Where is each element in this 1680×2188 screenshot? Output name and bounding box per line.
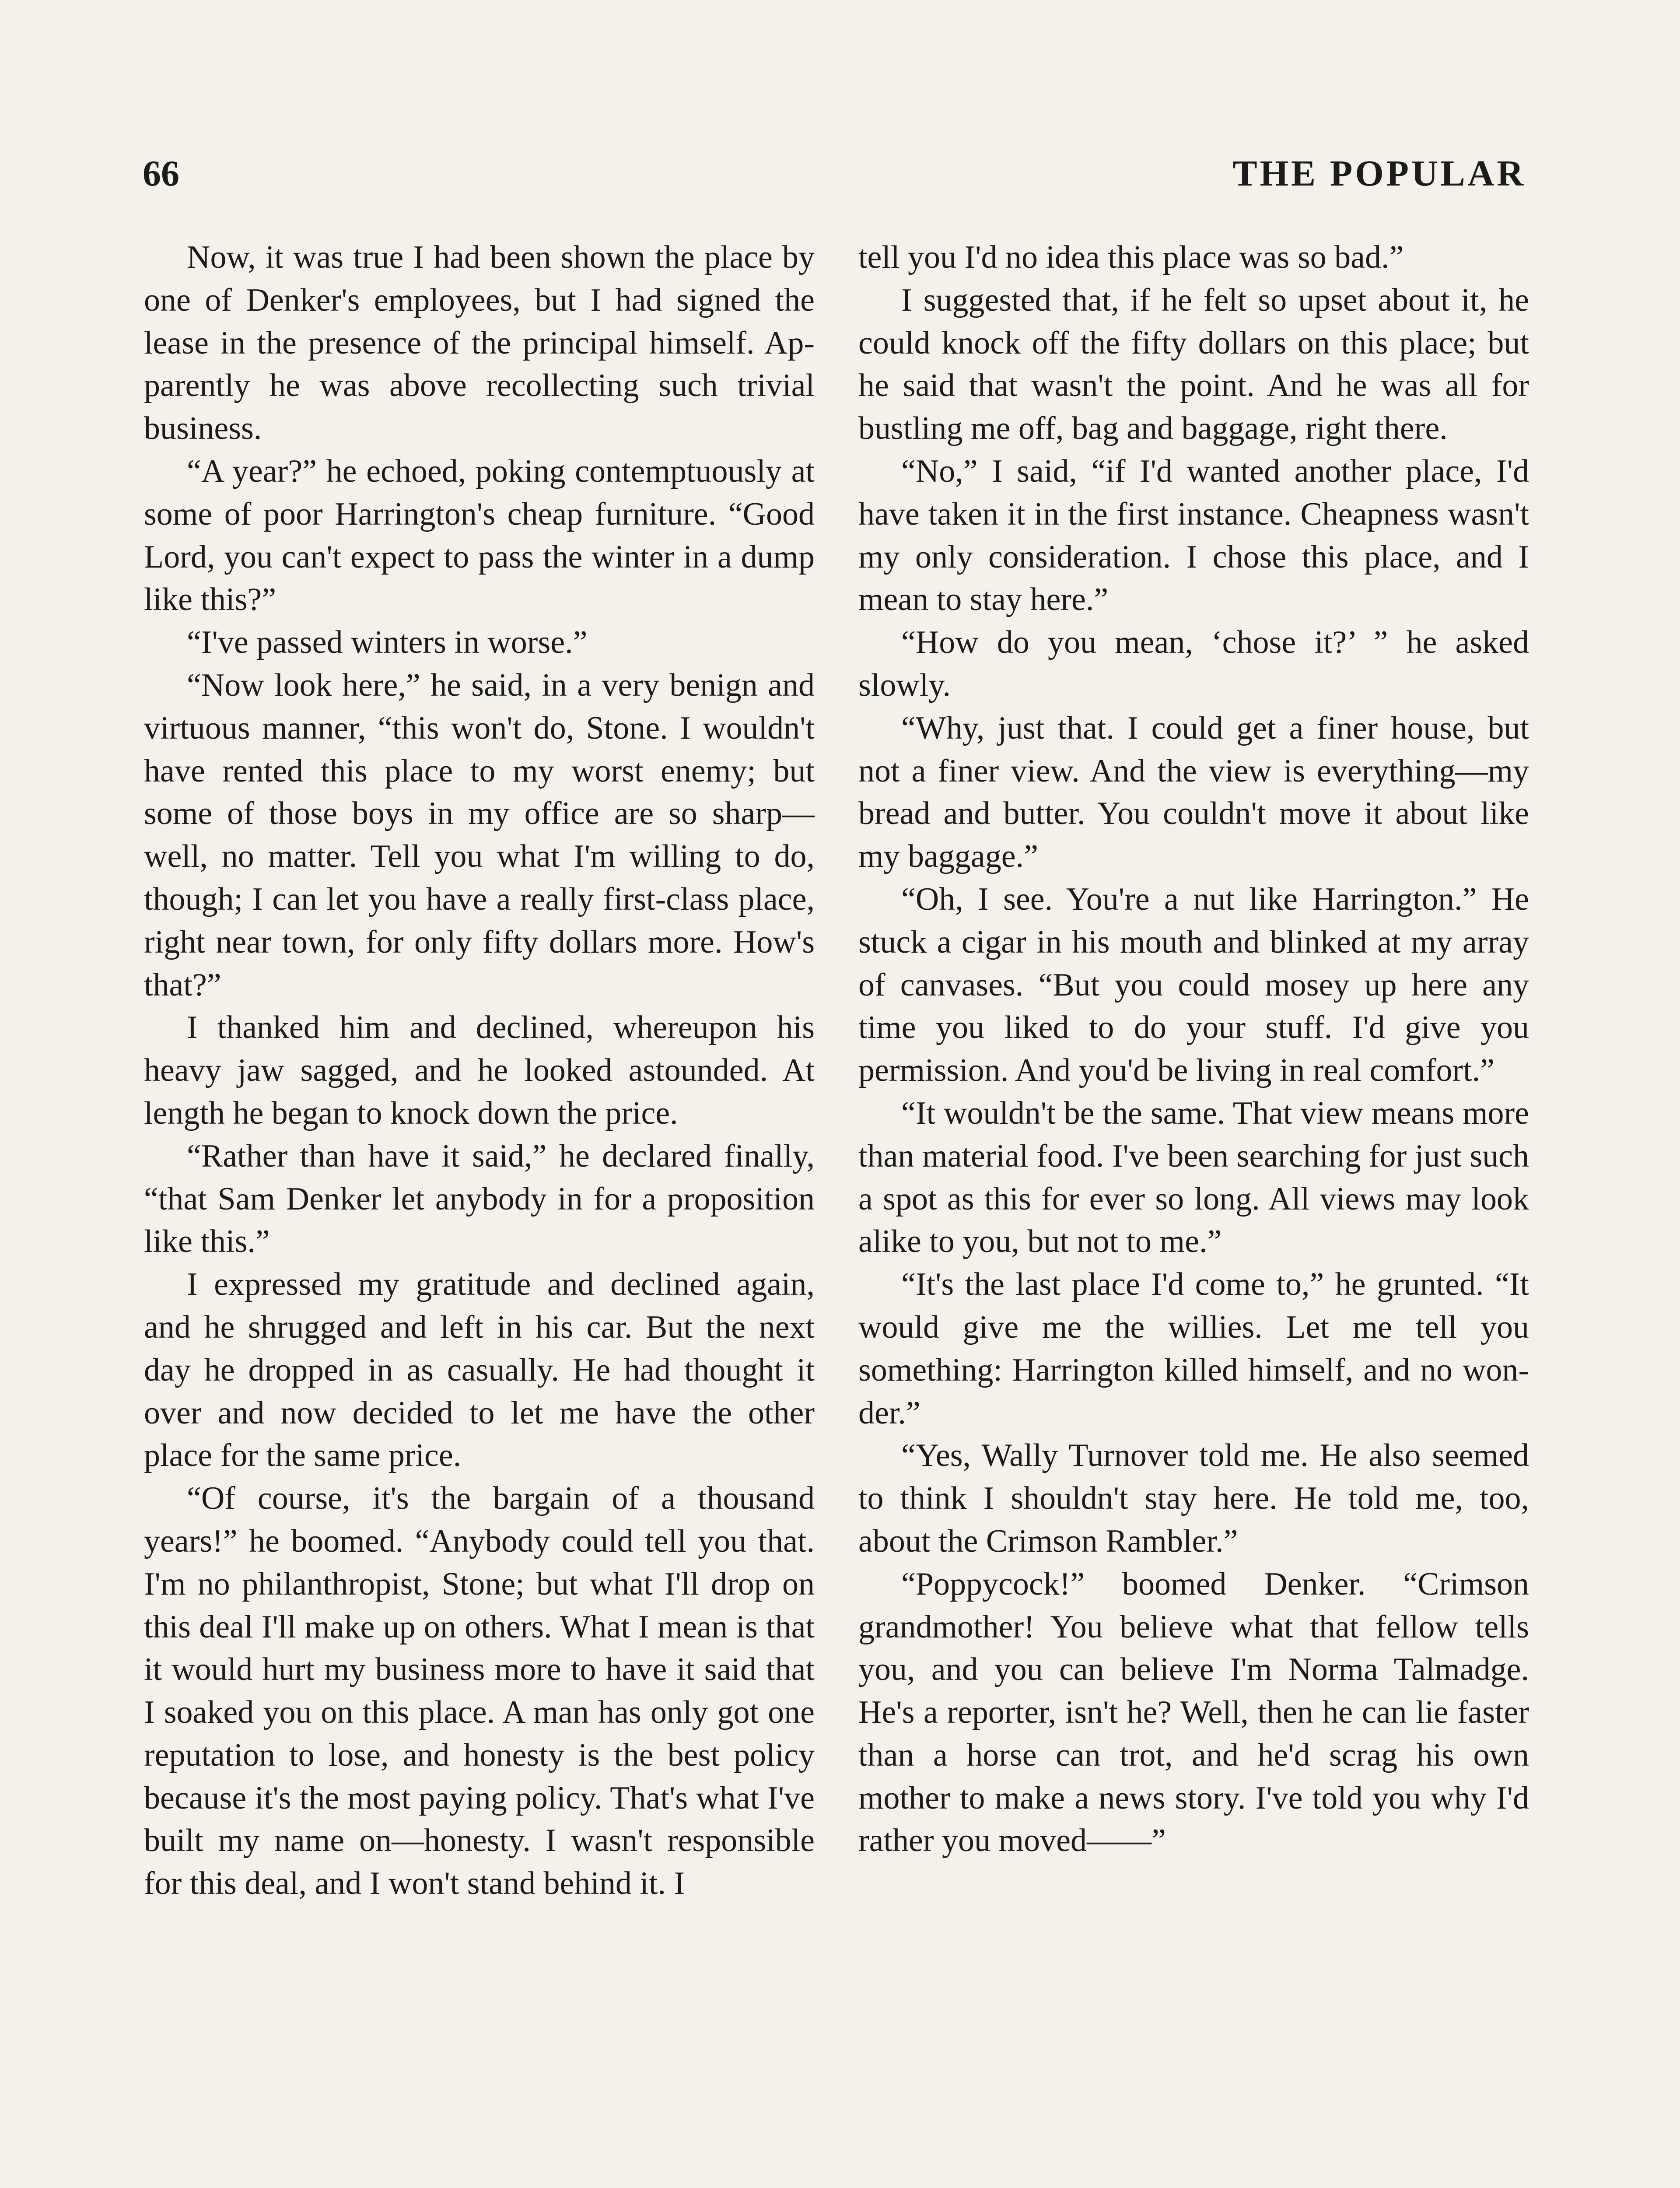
paragraph: “I've passed winters in worse.” — [187, 624, 588, 661]
paragraph: “Yes, Wally Turnover told me. He also seemed to think I shouldn't stay here. He told me, too, about the Crimson Rambler.” — [858, 1438, 1529, 1559]
paragraph: I expressed my gratitude and declined again, and he shrugged and left in his car. But the next day he dropped in as casually. He had thought it over and now decided to let me have the other place for the same price. — [144, 1266, 815, 1474]
running-head: THE POPULAR — [1232, 153, 1526, 194]
paragraph: “No,” I said, “if I'd wanted another place, I'd have taken it in the first instance. Cheapness wasn't my only consideration. I chose this place, and I mean to stay here.” — [858, 453, 1529, 618]
right-column — [858, 236, 1529, 1862]
paragraph: “Poppycock!” boomed Denker. “Crimson grandmother! You believe what that fellow tells you, and you can believe I'm Norma Talmadge. He's a reporter, isn't he? Well, then he can lie faster than a horse can trot, and he'd scrag his own mother to make a news story. I've told you why I'd rather you moved——” — [858, 1566, 1529, 1859]
paragraph: I suggested that, if he felt so upset about it, he could knock off the fifty dollars on this place; but he said that wasn't the point. And he was all for bustling me off, bag and baggage, right there. — [858, 282, 1529, 447]
paragraph: “How do you mean, ‘chose it?’ ” he asked slowly. — [858, 624, 1529, 703]
paragraph: “Why, just that. I could get a finer house, but not a finer view. And the view is everything—my bread and butter. You couldn't move it about like my baggage.” — [858, 710, 1529, 875]
paragraph: “A year?” he echoed, poking contemptuously at some of poor Harrington's cheap furniture. “Good Lord, you can't expect to pass the winter in a dump like this?” — [144, 453, 815, 618]
left-column — [144, 236, 815, 1905]
paragraph: “It's the last place I'd come to,” he grunted. “It would give me the willies. Let me tell you something: Harrington killed himself, and no wonder.” — [858, 1266, 1529, 1431]
paragraph: Now, it was true I had been shown the place by one of Denker's employees, but I had signed the lease in the presence of the principal himself. Apparently he was above recollecting such trivial business. — [144, 239, 815, 447]
paragraph: “Of course, it's the bargain of a thousand years!” he boomed. “Anybody could tell you that. I'm no philanthropist, Stone; but what I'll drop on this deal I'll make up on others. What I mean is that it would hurt my business more to have it said that I soaked you on this place. A man has only got one reputation to lose, and honesty is the best policy because it's the most paying policy. That's what I've built my name on—honesty. I wasn't responsible for this deal, and I won't stand behind it. I — [144, 1480, 815, 1902]
paragraph: “Now look here,” he said, in a very benign and virtuous manner, “this won't do, Stone. I wouldn't have rented this place to my worst enemy; but some of those boys in my office are so sharp—well, no matter. Tell you what I'm willing to do, though; I can let you have a really first-class place, right near town, for only fifty dollars more. How's that?” — [144, 667, 815, 1003]
paragraph: “Rather than have it said,” he declared finally, “that Sam Denker let anybody in for a proposition like this.” — [144, 1138, 815, 1260]
paragraph: “It wouldn't be the same. That view means more than material food. I've been searching for just such a spot as this for ever so long. All views may look alike to you, but not to me.” — [858, 1095, 1529, 1260]
paragraph: I thanked him and declined, whereupon his heavy jaw sagged, and he looked astounded. At length he began to knock down the price. — [144, 1010, 815, 1131]
continued-paragraph: tell you I'd no idea this place was so bad.” — [858, 239, 1404, 275]
paragraph: “Oh, I see. You're a nut like Harrington.” He stuck a cigar in his mouth and blinked at my array of canvases. “But you could mosey up here any time you liked to do your stuff. I'd give you permission. And you'd be living in real comfort.” — [858, 881, 1529, 1089]
page-number: 66 — [143, 153, 179, 194]
